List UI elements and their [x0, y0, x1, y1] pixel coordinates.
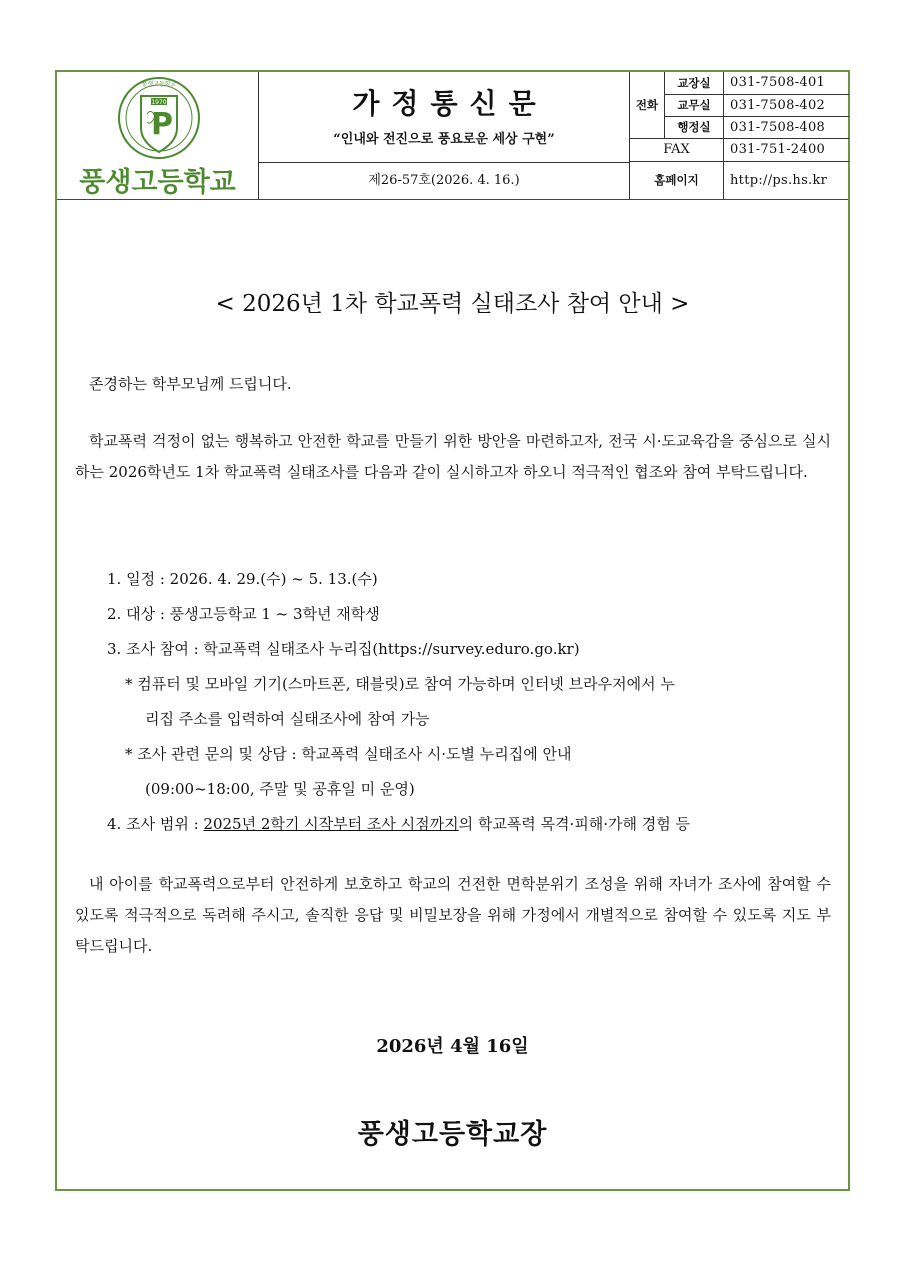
list-item-target: 2. 대상 : 풍생고등학교 1 ~ 3학년 재학생 [107, 605, 380, 623]
school-name: 풍생고등학교 [79, 167, 236, 198]
title-top [259, 72, 629, 163]
issue-number: 제26-57호(2026. 4. 16.) [368, 173, 520, 188]
scope-prefix: 4. 조사 범위 : [107, 815, 204, 833]
closing-text: 내 아이를 학교폭력으로부터 안전하게 보호하고 학교의 건전한 면학분위기 조성을 위해 자녀가 조사에 참여할 수 있도록 적극적으로 독려해 주시고, 솔직한 응답 및 비밀보장을 위해 가정에서 개별적으로 참여할 수 있도록 지도 부탁드립니다. [75, 875, 831, 955]
letterhead [57, 72, 848, 200]
newsletter-title: 가정통신문 [352, 87, 548, 120]
homepage-label: 홈페이지 [630, 161, 724, 199]
homepage-link[interactable]: http://ps.hs.kr [724, 161, 850, 199]
phone-principal: 031-7508-401 [724, 72, 850, 94]
details-list [107, 562, 837, 842]
scope-period: 2025년 2학기 시작부터 조사 시점까지 [203, 815, 459, 833]
document-frame [55, 70, 850, 1191]
fax-label: FAX [630, 138, 724, 161]
intro-paragraph [75, 426, 831, 488]
phone-admin: 031-7508-408 [724, 116, 850, 138]
phone-label: 전화 [630, 72, 665, 138]
svg-text:풍생고등학교: 풍생고등학교 [141, 81, 177, 88]
scope-suffix: 의 학교폭력 목격·피해·가해 경험 등 [458, 815, 691, 833]
phone-academic: 031-7508-402 [724, 94, 850, 116]
document-title: < 2026년 1차 학교폭력 실태조사 참여 안내 > [215, 291, 690, 317]
greeting: 존경하는 학부모님께 드립니다. [89, 375, 292, 393]
signer: 풍생고등학교장 [357, 1119, 548, 1150]
school-logo-block [57, 72, 259, 199]
list-item-scope [107, 807, 837, 842]
issue-date: 2026년 4월 16일 [376, 1036, 529, 1057]
title-block [259, 72, 629, 199]
note-inquiry-line2: (09:00~18:00, 주말 및 공휴일 미 운영) [145, 780, 415, 798]
note-inquiry-line1: * 조사 관련 문의 및 상담 : 학교폭력 실태조사 시·도별 누리집에 안내 [125, 745, 572, 763]
phone-label-academic: 교무실 [665, 94, 724, 116]
list-item-participation: 3. 조사 참여 : 학교폭력 실태조사 누리집(https://survey.eduro.go.kr) [107, 640, 580, 658]
note-devices-line2: 리집 주소를 입력하여 실태조사에 참여 가능 [145, 710, 430, 728]
phone-label-principal: 교장실 [665, 72, 724, 94]
fax-number: 031-751-2400 [724, 138, 850, 161]
closing-paragraph [75, 869, 831, 962]
intro-text: 학교폭력 걱정이 없는 행복하고 안전한 학교를 만들기 위한 방안을 마련하고자, 전국 시·도교육감을 중심으로 실시하는 2026학년도 1차 학교폭력 실태조사를 다음과 같이 실시하고자 하오니 적극적인 협조와 참여 부탁드립니다. [75, 432, 831, 481]
school-slogan: “인내와 전진으로 풍요로운 세상 구현” [333, 132, 555, 147]
svg-text:P: P [151, 107, 173, 142]
list-item-schedule: 1. 일정 : 2026. 4. 29.(수) ~ 5. 13.(수) [107, 570, 378, 588]
contact-table [629, 72, 849, 199]
svg-text:1970: 1970 [151, 99, 167, 106]
note-devices-line1: * 컴퓨터 및 모바일 기기(스마트폰, 태블릿)로 참여 가능하며 인터넷 브라우저에서 누 [125, 675, 675, 693]
phone-label-admin: 행정실 [665, 116, 724, 138]
school-emblem-icon [117, 76, 201, 160]
